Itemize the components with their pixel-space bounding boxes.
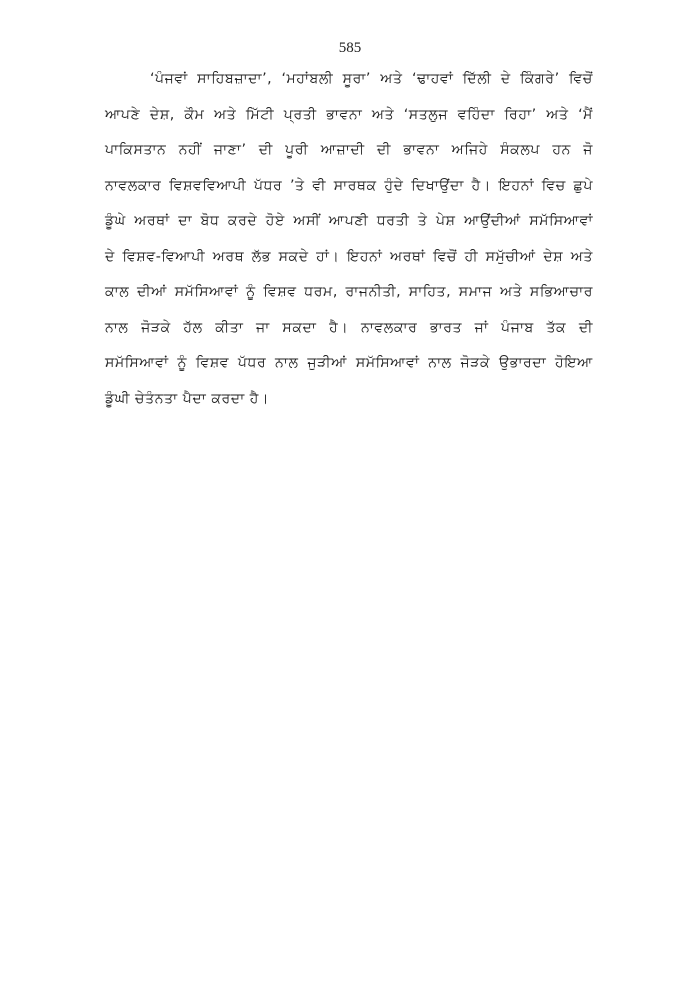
body-paragraph	[105, 64, 593, 419]
page-number: 585	[338, 40, 362, 56]
paragraph-line-7: ਕਾਲ ਦੀਆਂ ਸਮੱਸਿਆਵਾਂ ਨੂੰ ਵਿਸ਼ਵ ਧਰਮ, ਰਾਜਨੀਤੀ, ਸਾਹਿਤ, ਸਮਾਜ ਅਤੇ ਸਭਿਆਚਾਰ	[105, 284, 593, 300]
paragraph-line-8: ਨਾਲ ਜੋੜਕੇ ਹੱਲ ਕੀਤਾ ਜਾ ਸਕਦਾ ਹੈ। ਨਾਵਲਕਾਰ ਭਾਰਤ ਜਾਂ ਪੰਜਾਬ ਤੱਕ ਦੀ	[105, 319, 593, 336]
paragraph-line-10: ਡੂੰਘੀ ਚੇਤੰਨਤਾ ਪੈਦਾ ਕਰਦਾ ਹੈ।	[105, 390, 270, 407]
paragraph-line-5: ਡੂੰਘੇ ਅਰਥਾਂ ਦਾ ਬੋਧ ਕਰਦੇ ਹੋਏ ਅਸੀਂ ਆਪਣੀ ਧਰਤੀ ਤੇ ਪੇਸ਼ ਆਉਂਦੀਆਂ ਸਮੱਸਿਆਵਾਂ	[105, 213, 593, 229]
paragraph-line-9: ਸਮੱਸਿਆਵਾਂ ਨੂੰ ਵਿਸ਼ਵ ਪੱਧਰ ਨਾਲ ਜੁੜੀਆਂ ਸਮੱਸਿਆਵਾਂ ਨਾਲ ਜੋੜਕੇ ਉਭਾਰਦਾ ਹੋਇਆ	[105, 355, 593, 371]
paragraph-line-3: ਪਾਕਿਸਤਾਨ ਨਹੀਂ ਜਾਣਾ’ ਦੀ ਪੂਰੀ ਆਜ਼ਾਦੀ ਦੀ ਭਾਵਨਾ ਅਜਿਹੇ ਸੰਕਲਪ ਹਨ ਜੋ	[105, 142, 593, 158]
paragraph-line-2: ਆਪਣੇ ਦੇਸ਼, ਕੌਮ ਅਤੇ ਮਿੱਟੀ ਪ੍ਰਤੀ ਭਾਵਨਾ ਅਤੇ ‘ਸਤਲੁਜ ਵਹਿੰਦਾ ਰਿਹਾ’ ਅਤੇ ‘ਮੈਂ	[105, 106, 593, 123]
paragraph-line-1: ‘ਪੰਜਵਾਂ ਸਾਹਿਬਜ਼ਾਦਾ’, ‘ਮਹਾਂਬਲੀ ਸੂਰਾ’ ਅਤੇ ‘ਢਾਹਵਾਂ ਦਿੱਲੀ ਦੇ ਕਿੰਗਰੇ’ ਵਿਚੋਂ	[150, 71, 593, 87]
paragraph-line-6: ਦੇ ਵਿਸ਼ਵ-ਵਿਆਪੀ ਅਰਥ ਲੱਭ ਸਕਦੇ ਹਾਂ। ਇਹਨਾਂ ਅਰਥਾਂ ਵਿਚੋਂ ਹੀ ਸਮੁੱਚੀਆਂ ਦੇਸ਼ ਅਤੇ	[105, 248, 593, 265]
paragraph-line-4: ਨਾਵਲਕਾਰ ਵਿਸ਼ਵਵਿਆਪੀ ਪੱਧਰ ’ਤੇ ਵੀ ਸਾਰਥਕ ਹੁੰਦੇ ਦਿਖਾਉਂਦਾ ਹੈ। ਇਹਨਾਂ ਵਿਚ ਛੁਪੇ	[105, 177, 593, 194]
